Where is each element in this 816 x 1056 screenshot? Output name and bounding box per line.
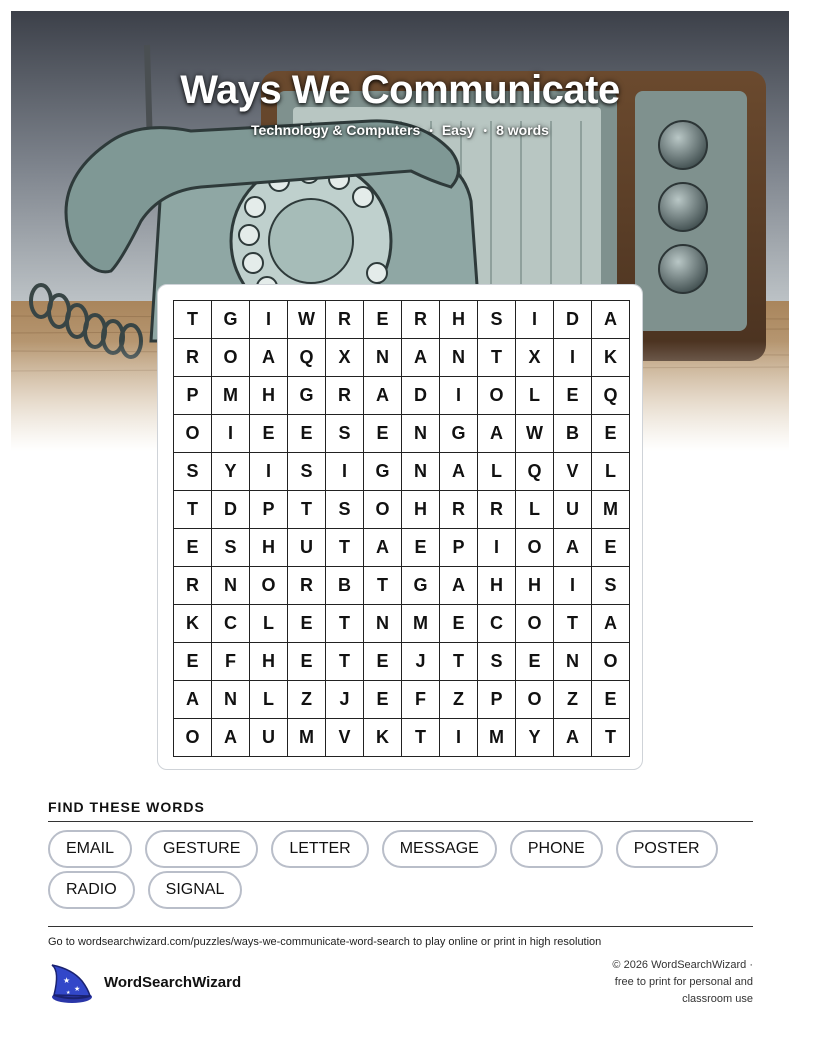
grid-cell[interactable]: Z <box>288 681 326 719</box>
grid-cell[interactable]: I <box>554 567 592 605</box>
word-chip-email: EMAIL <box>48 830 132 868</box>
grid-cell[interactable]: J <box>326 681 364 719</box>
grid-cell[interactable]: T <box>554 605 592 643</box>
divider <box>48 926 753 927</box>
grid-cell[interactable]: E <box>364 643 402 681</box>
grid-cell[interactable]: W <box>516 415 554 453</box>
grid-cell[interactable]: G <box>402 567 440 605</box>
grid-cell[interactable]: N <box>554 643 592 681</box>
grid-cell[interactable]: M <box>402 605 440 643</box>
grid-cell[interactable]: E <box>440 605 478 643</box>
grid-cell[interactable]: E <box>364 415 402 453</box>
grid-cell[interactable]: T <box>326 529 364 567</box>
grid-cell[interactable]: P <box>478 681 516 719</box>
grid-cell[interactable]: E <box>250 415 288 453</box>
grid-cell[interactable]: U <box>250 719 288 757</box>
grid-cell[interactable]: A <box>364 529 402 567</box>
grid-cell[interactable]: E <box>174 643 212 681</box>
grid-cell[interactable]: S <box>478 643 516 681</box>
grid-cell[interactable]: A <box>478 415 516 453</box>
grid-cell[interactable]: G <box>364 453 402 491</box>
grid-cell[interactable]: N <box>212 567 250 605</box>
grid-cell[interactable]: O <box>174 719 212 757</box>
grid-cell[interactable]: A <box>402 339 440 377</box>
grid-cell[interactable]: Z <box>440 681 478 719</box>
grid-cell[interactable]: O <box>212 339 250 377</box>
grid-cell[interactable]: I <box>478 529 516 567</box>
word-list-heading: FIND THESE WORDS <box>48 799 205 815</box>
grid-cell[interactable]: I <box>440 719 478 757</box>
puzzle-card <box>157 284 643 770</box>
grid-cell[interactable]: F <box>402 681 440 719</box>
grid-cell[interactable]: E <box>516 643 554 681</box>
grid-cell[interactable]: K <box>592 339 630 377</box>
divider <box>48 821 753 822</box>
grid-cell[interactable]: B <box>326 567 364 605</box>
grid-cell[interactable]: M <box>592 491 630 529</box>
grid-cell[interactable]: E <box>364 681 402 719</box>
separator-dot: • <box>483 125 488 137</box>
grid-cell[interactable]: H <box>250 643 288 681</box>
grid-cell[interactable]: M <box>212 377 250 415</box>
category-label: Technology & Computers <box>251 122 421 138</box>
grid-cell[interactable]: T <box>288 491 326 529</box>
grid-cell[interactable]: M <box>478 719 516 757</box>
grid-cell[interactable]: I <box>212 415 250 453</box>
word-count-label: 8 words <box>496 122 549 138</box>
grid-cell[interactable]: A <box>440 567 478 605</box>
grid-cell[interactable]: E <box>364 301 402 339</box>
grid-cell[interactable]: A <box>250 339 288 377</box>
grid-cell[interactable]: P <box>440 529 478 567</box>
grid-cell[interactable]: P <box>174 377 212 415</box>
grid-cell[interactable]: E <box>288 605 326 643</box>
grid-cell[interactable]: W <box>288 301 326 339</box>
grid-cell[interactable]: H <box>250 529 288 567</box>
grid-cell[interactable]: A <box>554 529 592 567</box>
svg-text:★: ★ <box>74 985 81 993</box>
grid-cell[interactable]: R <box>174 567 212 605</box>
grid-cell[interactable]: D <box>554 301 592 339</box>
grid-cell[interactable]: O <box>516 529 554 567</box>
grid-cell[interactable]: A <box>174 681 212 719</box>
grid-cell[interactable]: Y <box>212 453 250 491</box>
grid-cell[interactable]: F <box>212 643 250 681</box>
grid-cell[interactable]: S <box>592 567 630 605</box>
grid-cell[interactable]: L <box>516 377 554 415</box>
word-chip-message: MESSAGE <box>382 830 497 868</box>
grid-cell[interactable]: T <box>174 301 212 339</box>
grid-cell[interactable]: D <box>402 377 440 415</box>
grid-cell[interactable]: R <box>326 377 364 415</box>
brand-name: WordSearchWizard <box>104 974 242 991</box>
grid-cell[interactable]: N <box>212 681 250 719</box>
grid-cell[interactable]: O <box>592 643 630 681</box>
grid-cell[interactable]: G <box>440 415 478 453</box>
grid-cell[interactable]: Z <box>554 681 592 719</box>
copyright-line: classroom use <box>682 993 753 1005</box>
grid-cell[interactable]: R <box>288 567 326 605</box>
grid-cell[interactable]: A <box>554 719 592 757</box>
copyright-line: © 2026 WordSearchWizard · <box>612 959 753 971</box>
word-chip-phone: PHONE <box>510 830 603 868</box>
grid-cell[interactable]: O <box>174 415 212 453</box>
grid-cell[interactable]: I <box>250 301 288 339</box>
grid-cell[interactable]: X <box>516 339 554 377</box>
grid-cell[interactable]: N <box>402 453 440 491</box>
grid-cell[interactable]: M <box>288 719 326 757</box>
grid-cell[interactable]: R <box>326 301 364 339</box>
grid-cell[interactable]: Q <box>516 453 554 491</box>
grid-cell[interactable]: I <box>250 453 288 491</box>
grid-cell[interactable]: H <box>402 491 440 529</box>
grid-cell[interactable]: S <box>174 453 212 491</box>
grid-cell[interactable]: U <box>554 491 592 529</box>
grid-cell[interactable]: A <box>364 377 402 415</box>
separator-dot: • <box>429 125 433 137</box>
grid-cell[interactable]: S <box>288 453 326 491</box>
grid-cell[interactable]: G <box>288 377 326 415</box>
grid-cell[interactable]: O <box>478 377 516 415</box>
grid-cell[interactable]: E <box>592 681 630 719</box>
grid-cell[interactable]: D <box>212 491 250 529</box>
grid-cell[interactable]: Q <box>592 377 630 415</box>
grid-cell[interactable]: R <box>440 491 478 529</box>
grid-cell[interactable]: L <box>516 491 554 529</box>
word-chip-gesture: GESTURE <box>145 830 258 868</box>
grid-cell[interactable]: L <box>250 681 288 719</box>
copyright-line: free to print for personal and <box>614 976 753 988</box>
page-title: Ways We Communicate <box>180 68 620 112</box>
grid-cell[interactable]: E <box>288 415 326 453</box>
grid-cell[interactable]: O <box>250 567 288 605</box>
grid-cell[interactable]: T <box>402 719 440 757</box>
grid-cell[interactable]: I <box>326 453 364 491</box>
grid-cell[interactable]: T <box>326 643 364 681</box>
grid-cell[interactable]: H <box>250 377 288 415</box>
grid-cell[interactable]: T <box>592 719 630 757</box>
grid-cell[interactable]: Q <box>288 339 326 377</box>
svg-text:★: ★ <box>66 990 71 996</box>
grid-cell[interactable]: V <box>326 719 364 757</box>
grid-cell[interactable]: A <box>592 605 630 643</box>
grid-cell[interactable]: O <box>516 605 554 643</box>
grid-cell[interactable]: P <box>250 491 288 529</box>
grid-cell[interactable]: L <box>592 453 630 491</box>
grid-cell[interactable]: E <box>174 529 212 567</box>
grid-cell[interactable]: N <box>402 415 440 453</box>
grid-cell[interactable]: C <box>212 605 250 643</box>
grid-cell[interactable]: I <box>554 339 592 377</box>
grid-cell[interactable]: E <box>592 415 630 453</box>
grid-cell[interactable]: G <box>212 301 250 339</box>
grid-cell[interactable]: T <box>364 567 402 605</box>
grid-cell[interactable]: S <box>212 529 250 567</box>
grid-cell[interactable]: S <box>326 491 364 529</box>
grid-cell[interactable]: O <box>364 491 402 529</box>
grid-cell[interactable]: Y <box>516 719 554 757</box>
difficulty-label: Easy <box>441 122 475 138</box>
play-online-link[interactable]: Go to wordsearchwizard.com/puzzles/ways-we-communicate-word-search to play online or print in high resolution <box>48 936 602 948</box>
word-chip-signal: SIGNAL <box>148 871 243 909</box>
grid-cell[interactable]: K <box>174 605 212 643</box>
grid-cell[interactable]: H <box>478 567 516 605</box>
grid-cell[interactable]: R <box>402 301 440 339</box>
grid-cell[interactable]: R <box>478 491 516 529</box>
grid-cell[interactable]: E <box>402 529 440 567</box>
puzzle-meta <box>0 122 800 138</box>
word-chip-poster: POSTER <box>616 830 718 868</box>
grid-cell[interactable]: L <box>250 605 288 643</box>
grid-cell[interactable]: O <box>516 681 554 719</box>
grid-cell[interactable]: S <box>326 415 364 453</box>
grid-cell[interactable]: T <box>478 339 516 377</box>
grid-cell[interactable]: N <box>440 339 478 377</box>
grid-cell[interactable]: E <box>554 377 592 415</box>
grid-cell[interactable]: H <box>440 301 478 339</box>
grid-cell[interactable]: V <box>554 453 592 491</box>
grid-cell[interactable]: A <box>212 719 250 757</box>
grid-cell[interactable]: A <box>592 301 630 339</box>
grid-cell[interactable]: L <box>478 453 516 491</box>
grid-cell[interactable]: I <box>516 301 554 339</box>
letter-grid[interactable] <box>173 300 630 757</box>
grid-cell[interactable]: T <box>174 491 212 529</box>
grid-cell[interactable]: N <box>364 339 402 377</box>
wizard-hat-logo <box>46 961 94 1005</box>
svg-text:★: ★ <box>63 976 71 985</box>
word-chip-radio: RADIO <box>48 871 135 909</box>
grid-cell[interactable]: A <box>440 453 478 491</box>
grid-cell[interactable]: I <box>440 377 478 415</box>
grid-cell[interactable]: X <box>326 339 364 377</box>
grid-cell[interactable]: S <box>478 301 516 339</box>
grid-cell[interactable]: T <box>440 643 478 681</box>
grid-cell[interactable]: H <box>516 567 554 605</box>
grid-cell[interactable]: J <box>402 643 440 681</box>
grid-cell[interactable]: E <box>592 529 630 567</box>
copyright-notice <box>583 957 753 1008</box>
grid-cell[interactable]: N <box>364 605 402 643</box>
grid-cell[interactable]: E <box>288 643 326 681</box>
grid-cell[interactable]: B <box>554 415 592 453</box>
grid-cell[interactable]: T <box>326 605 364 643</box>
grid-cell[interactable]: U <box>288 529 326 567</box>
word-chip-letter: LETTER <box>271 830 368 868</box>
grid-cell[interactable]: C <box>478 605 516 643</box>
grid-cell[interactable]: R <box>174 339 212 377</box>
grid-cell[interactable]: K <box>364 719 402 757</box>
word-list <box>48 830 753 909</box>
